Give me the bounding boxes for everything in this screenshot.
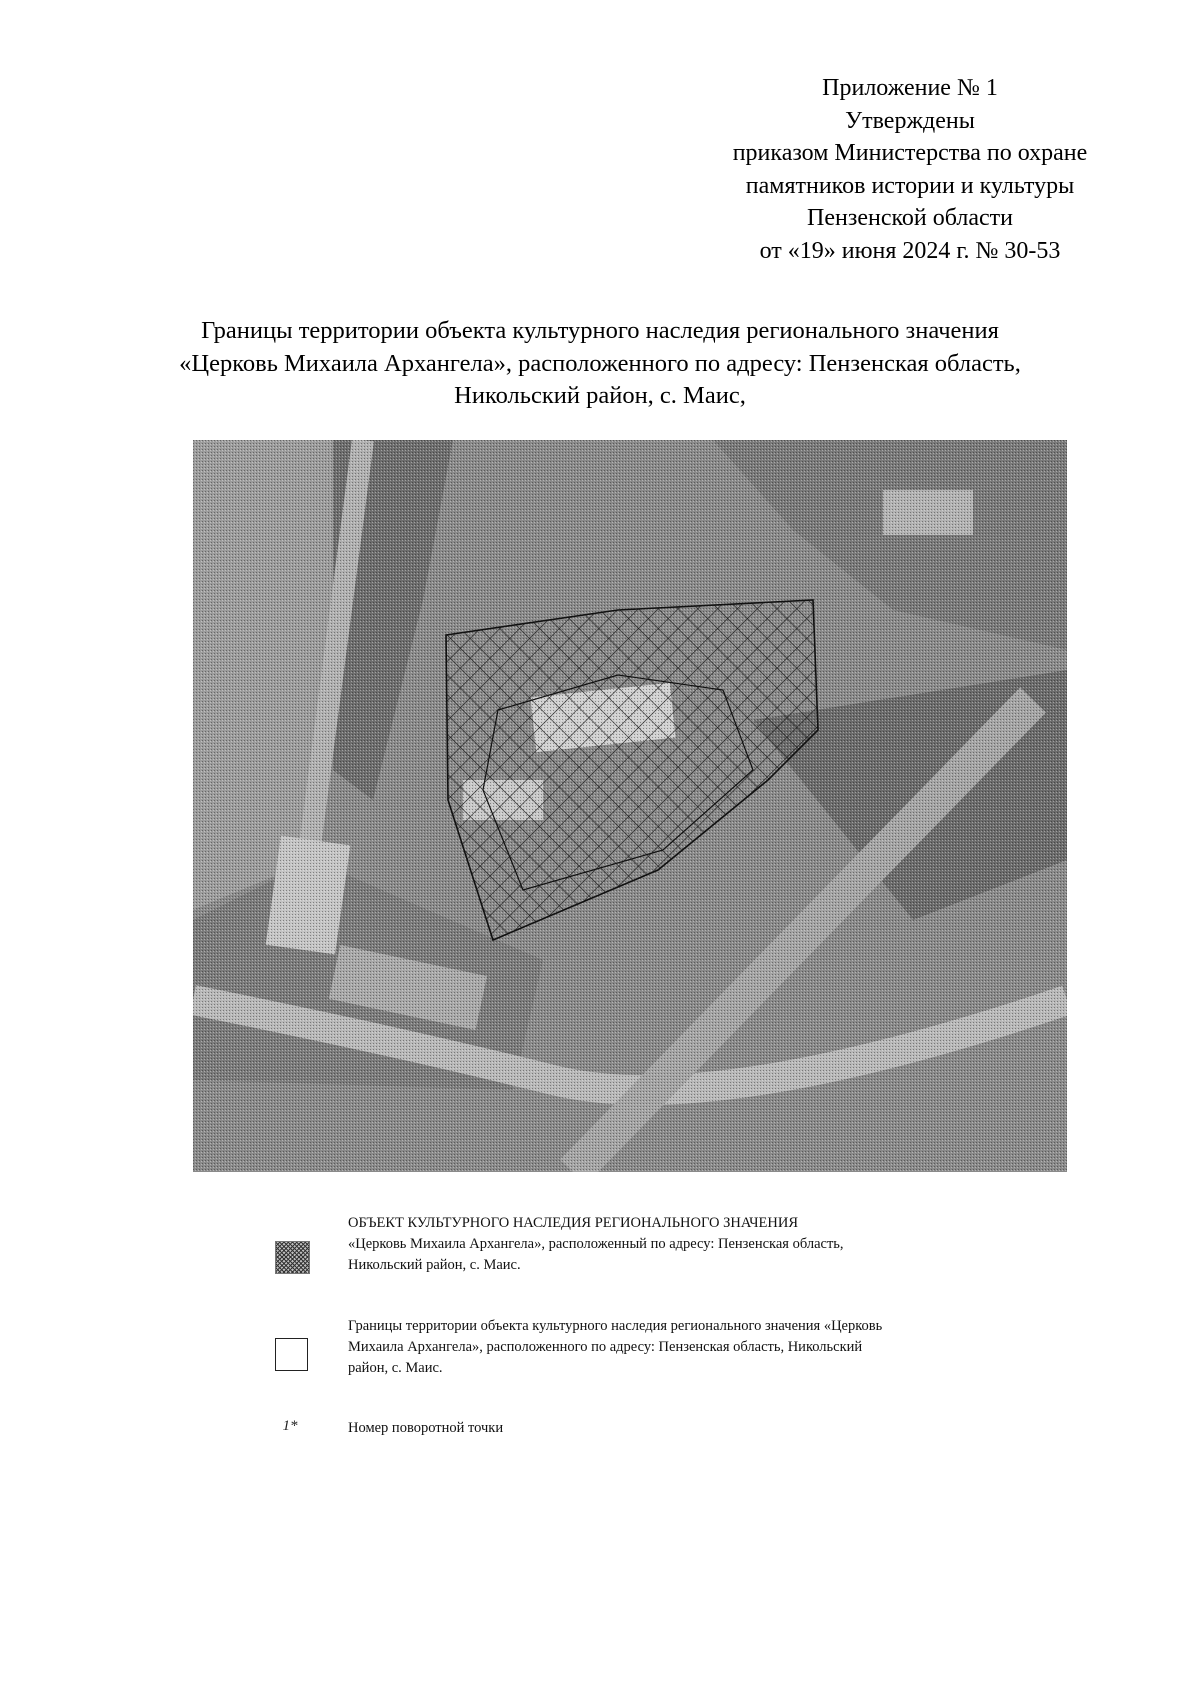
legend-line: Никольский район, с. Маис. bbox=[348, 1257, 521, 1273]
legend-line: ОБЪЕКТ КУЛЬТУРНОГО НАСЛЕДИЯ РЕГИОНАЛЬНОГО ЗНАЧЕНИЯ bbox=[348, 1215, 799, 1231]
legend-item-boundary bbox=[275, 1316, 1035, 1396]
legend-text bbox=[348, 1316, 998, 1379]
satellite-map bbox=[193, 440, 1067, 1172]
appendix-number: Приложение № 1 bbox=[822, 75, 998, 101]
legend-item-object bbox=[275, 1213, 1035, 1293]
legend-text bbox=[348, 1213, 998, 1276]
legend-line: район, с. Маис. bbox=[348, 1360, 443, 1376]
legend-line: Номер поворотной точки bbox=[348, 1420, 504, 1436]
order-line: памятников истории и культуры bbox=[745, 172, 1075, 199]
approved-label: Утверждены bbox=[845, 107, 975, 134]
legend-text bbox=[348, 1418, 998, 1439]
hatched-area-icon bbox=[275, 1241, 310, 1274]
legend-line: Границы территории объекта культурного наследия регионального значения «Церковь bbox=[348, 1318, 883, 1334]
title-line: «Церковь Михаила Архангела», расположенного по адресу: Пензенская область, bbox=[179, 349, 1021, 377]
approval-block bbox=[690, 72, 1130, 267]
document-title bbox=[80, 315, 1120, 413]
legend-item-point bbox=[275, 1418, 1035, 1498]
order-line: приказом Министерства по охране bbox=[732, 140, 1088, 166]
title-line: Никольский район, с. Маис, bbox=[454, 382, 746, 409]
turning-point-symbol: 1* bbox=[282, 1418, 298, 1434]
order-line: Пензенской области bbox=[807, 205, 1013, 231]
order-date-number: от «19» июня 2024 г. № 30-53 bbox=[759, 237, 1061, 264]
legend-line: Михаила Архангела», расположенного по адресу: Пензенская область, Никольский bbox=[348, 1339, 863, 1355]
title-line: Границы территории объекта культурного наследия регионального значения bbox=[201, 317, 999, 344]
map-image bbox=[193, 440, 1067, 1172]
boundary-square-icon bbox=[275, 1338, 308, 1371]
legend-line: «Церковь Михаила Архангела», расположенный по адресу: Пензенская область, bbox=[348, 1236, 844, 1252]
